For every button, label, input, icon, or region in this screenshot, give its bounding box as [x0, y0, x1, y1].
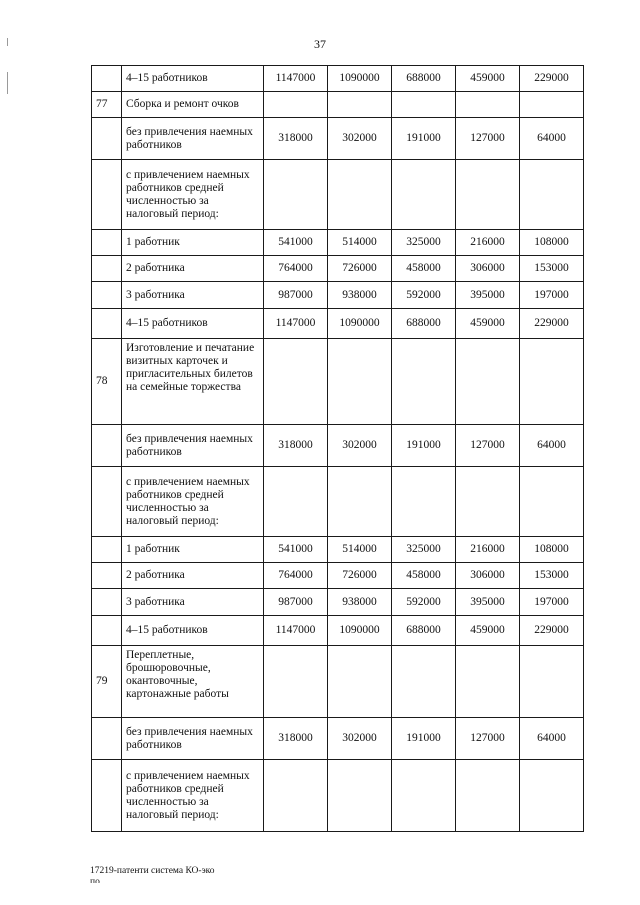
value-cell [392, 646, 456, 718]
row-number-cell [92, 760, 122, 832]
footer-line: 17219-патенти система КО-эко [90, 866, 215, 876]
value-cell [392, 760, 456, 832]
page-number: 37 [314, 37, 326, 51]
value-cell: 514000 [328, 537, 392, 563]
value-cell [264, 339, 328, 425]
value-cell [456, 467, 520, 537]
value-cell: 64000 [520, 118, 584, 160]
value-cell: 216000 [456, 537, 520, 563]
row-number-cell: 77 [92, 92, 122, 118]
row-description-cell: 2 работника [122, 256, 264, 282]
row-description-cell: с привлечением наемных работников средней численностью за налоговый период: [122, 760, 264, 832]
row-description-cell: с привлечением наемных работников средней численностью за налоговый период: [122, 467, 264, 537]
value-cell: 64000 [520, 425, 584, 467]
table-row [92, 537, 584, 563]
value-cell [520, 160, 584, 230]
table-row [92, 760, 584, 832]
value-cell [392, 160, 456, 230]
value-cell: 1147000 [264, 66, 328, 92]
value-cell: 764000 [264, 563, 328, 589]
value-cell [520, 92, 584, 118]
value-cell: 514000 [328, 230, 392, 256]
value-cell [520, 646, 584, 718]
value-cell: 325000 [392, 230, 456, 256]
value-cell [264, 646, 328, 718]
document-footer [90, 866, 215, 883]
value-cell [328, 92, 392, 118]
row-number-cell [92, 718, 122, 760]
value-cell [520, 339, 584, 425]
row-description-cell: 2 работника [122, 563, 264, 589]
row-number-cell [92, 563, 122, 589]
table-row [92, 309, 584, 339]
row-number-cell [92, 616, 122, 646]
table-row [92, 230, 584, 256]
value-cell [264, 92, 328, 118]
value-cell: 153000 [520, 563, 584, 589]
value-cell: 318000 [264, 718, 328, 760]
value-cell: 318000 [264, 118, 328, 160]
value-cell: 306000 [456, 256, 520, 282]
scan-margin-mark [7, 72, 8, 94]
value-cell: 197000 [520, 589, 584, 616]
row-description-cell: 1 работник [122, 537, 264, 563]
row-number-cell [92, 589, 122, 616]
value-cell [520, 467, 584, 537]
table-row [92, 92, 584, 118]
value-cell: 726000 [328, 563, 392, 589]
row-number-cell [92, 282, 122, 309]
value-cell [328, 760, 392, 832]
value-cell: 302000 [328, 425, 392, 467]
table-row [92, 646, 584, 718]
value-cell: 229000 [520, 66, 584, 92]
table-row [92, 339, 584, 425]
value-cell: 726000 [328, 256, 392, 282]
row-description-cell: 3 работника [122, 282, 264, 309]
value-cell: 987000 [264, 282, 328, 309]
table-row [92, 160, 584, 230]
row-number-cell [92, 309, 122, 339]
value-cell: 764000 [264, 256, 328, 282]
value-cell: 302000 [328, 118, 392, 160]
value-cell [264, 467, 328, 537]
value-cell: 688000 [392, 309, 456, 339]
value-cell: 325000 [392, 537, 456, 563]
row-description-cell: 1 работник [122, 230, 264, 256]
value-cell: 191000 [392, 718, 456, 760]
row-number-cell [92, 425, 122, 467]
value-cell: 541000 [264, 230, 328, 256]
value-cell: 459000 [456, 309, 520, 339]
table-row [92, 118, 584, 160]
value-cell: 302000 [328, 718, 392, 760]
value-cell: 395000 [456, 282, 520, 309]
value-cell: 592000 [392, 282, 456, 309]
value-cell: 395000 [456, 589, 520, 616]
value-cell [264, 160, 328, 230]
value-cell: 108000 [520, 230, 584, 256]
table-row [92, 563, 584, 589]
value-cell [328, 467, 392, 537]
value-cell: 458000 [392, 256, 456, 282]
value-cell [456, 92, 520, 118]
row-number-cell [92, 467, 122, 537]
value-cell: 459000 [456, 616, 520, 646]
value-cell [456, 160, 520, 230]
value-cell: 64000 [520, 718, 584, 760]
row-description-cell: Изготовление и печатание визитных карточек и пригласительных билетов на семейные торжества [122, 339, 264, 425]
value-cell: 229000 [520, 616, 584, 646]
value-cell: 153000 [520, 256, 584, 282]
value-cell: 458000 [392, 563, 456, 589]
table-row [92, 616, 584, 646]
row-description-cell: Сборка и ремонт очков [122, 92, 264, 118]
value-cell: 938000 [328, 282, 392, 309]
value-cell: 318000 [264, 425, 328, 467]
row-description-cell: 3 работника [122, 589, 264, 616]
value-cell: 229000 [520, 309, 584, 339]
table-row [92, 718, 584, 760]
value-cell [456, 646, 520, 718]
row-description-cell: без привлечения наемных работников [122, 118, 264, 160]
patent-income-table [91, 65, 584, 832]
value-cell: 987000 [264, 589, 328, 616]
value-cell: 1090000 [328, 66, 392, 92]
row-description-cell: 4–15 работников [122, 309, 264, 339]
value-cell: 1147000 [264, 616, 328, 646]
row-number-cell: 79 [92, 646, 122, 718]
row-description-cell: 4–15 работников [122, 66, 264, 92]
value-cell [392, 92, 456, 118]
row-number-cell: 78 [92, 339, 122, 425]
value-cell: 938000 [328, 589, 392, 616]
value-cell [456, 760, 520, 832]
table-row [92, 66, 584, 92]
row-number-cell [92, 537, 122, 563]
row-number-cell [92, 66, 122, 92]
row-description-cell: 4–15 работников [122, 616, 264, 646]
value-cell [456, 339, 520, 425]
value-cell [392, 339, 456, 425]
value-cell: 459000 [456, 66, 520, 92]
table-row [92, 282, 584, 309]
footer-line: по [90, 877, 100, 883]
value-cell: 306000 [456, 563, 520, 589]
table-row [92, 467, 584, 537]
value-cell [264, 760, 328, 832]
table-row [92, 589, 584, 616]
row-number-cell [92, 230, 122, 256]
value-cell [328, 646, 392, 718]
value-cell: 216000 [456, 230, 520, 256]
value-cell [392, 467, 456, 537]
table-row [92, 256, 584, 282]
value-cell [328, 160, 392, 230]
value-cell: 108000 [520, 537, 584, 563]
row-description-cell: с привлечением наемных работников средней численностью за налоговый период: [122, 160, 264, 230]
value-cell: 688000 [392, 66, 456, 92]
value-cell: 688000 [392, 616, 456, 646]
value-cell: 541000 [264, 537, 328, 563]
value-cell: 1147000 [264, 309, 328, 339]
value-cell: 127000 [456, 425, 520, 467]
value-cell: 127000 [456, 118, 520, 160]
value-cell [328, 339, 392, 425]
table-row [92, 425, 584, 467]
value-cell: 1090000 [328, 309, 392, 339]
value-cell: 197000 [520, 282, 584, 309]
row-number-cell [92, 118, 122, 160]
row-number-cell [92, 256, 122, 282]
row-description-cell: без привлечения наемных работников [122, 425, 264, 467]
value-cell: 191000 [392, 118, 456, 160]
value-cell: 191000 [392, 425, 456, 467]
value-cell: 127000 [456, 718, 520, 760]
row-number-cell [92, 160, 122, 230]
row-description-cell: без привлечения наемных работников [122, 718, 264, 760]
value-cell: 1090000 [328, 616, 392, 646]
row-description-cell: Переплетные, брошюровочные, окантовочные, картонажные работы [122, 646, 264, 718]
value-cell [520, 760, 584, 832]
value-cell: 592000 [392, 589, 456, 616]
